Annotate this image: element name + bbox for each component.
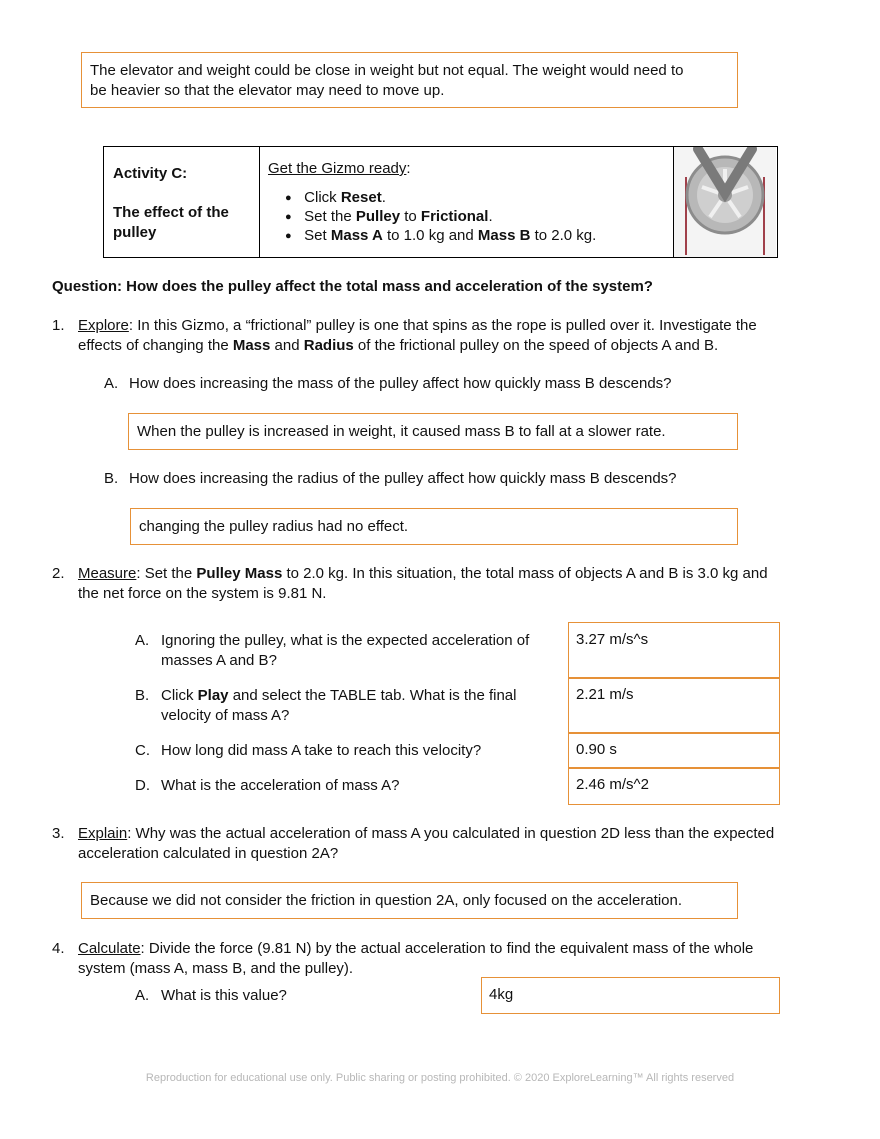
q2d-answer-box[interactable] (568, 767, 780, 805)
q1a-answer: When the pulley is increased in weight, it caused mass B to fall at a slower rate. (137, 423, 666, 440)
bullet-icon: ● (285, 211, 292, 223)
activity-title: Activity C: (113, 165, 188, 182)
q1a-letter: A. (104, 375, 119, 392)
q3-answer-box[interactable] (81, 882, 738, 919)
activity-subtitle-2: pulley (113, 224, 157, 241)
pulley-icon (674, 147, 776, 257)
q2a-letter: A. (135, 632, 150, 649)
pulley-image-cell (674, 147, 776, 257)
q2d-letter: D. (135, 777, 150, 794)
q4a-letter: A. (135, 987, 150, 1004)
bullet-icon: ● (285, 230, 292, 242)
answer-line-2: be heavier so that the elevator may need to move up. (90, 82, 445, 99)
q2b-answer: 2.21 m/s (576, 686, 634, 703)
q4a-answer: 4kg (489, 986, 514, 1003)
q2c-answer: 0.90 s (576, 741, 617, 758)
q2a-answer: 3.27 m/s^s (576, 631, 649, 648)
q1-line-2: effects of changing the Mass and Radius of the frictional pulley on the speed of objects A and B. (78, 337, 719, 354)
activity-steps-cell (260, 147, 674, 257)
q1a-answer-box[interactable] (128, 413, 738, 450)
q1a-text: How does increasing the mass of the pulley affect how quickly mass B descends? (129, 375, 672, 392)
step-pulley: ● Set the Pulley to Frictional. (285, 208, 493, 225)
q1b-answer-box[interactable] (130, 508, 738, 545)
q1b-text: How does increasing the radius of the pulley affect how quickly mass B descends? (129, 470, 677, 487)
q2-line-2: the net force on the system is 9.81 N. (78, 585, 327, 602)
q3-number: 3. (52, 825, 65, 842)
q2c-text: How long did mass A take to reach this velocity? (161, 742, 482, 759)
q4-number: 4. (52, 940, 65, 957)
q4a-text: What is this value? (161, 987, 287, 1004)
answer-box-elevator[interactable] (81, 52, 738, 108)
q3-line-1: Explain: Why was the actual acceleration of mass A you calculated in question 2D less than the expected (78, 825, 775, 842)
q2-number: 2. (52, 565, 65, 582)
q1-number: 1. (52, 317, 65, 334)
q2b-line-1: Click Play and select the TABLE tab. What is the final (161, 687, 517, 704)
q2b-letter: B. (135, 687, 150, 704)
q2b-answer-box[interactable] (568, 677, 780, 734)
activity-subtitle-1: The effect of the (113, 204, 229, 221)
q2d-text: What is the acceleration of mass A? (161, 777, 400, 794)
q1b-letter: B. (104, 470, 119, 487)
bullet-icon: ● (285, 192, 292, 204)
q3-line-2: acceleration calculated in question 2A? (78, 845, 339, 862)
question-heading: Question: How does the pulley affect the total mass and acceleration of the system? (52, 278, 653, 295)
q2c-answer-box[interactable] (568, 732, 780, 769)
q2a-answer-box[interactable] (568, 622, 780, 679)
q2-line-1: Measure: Set the Pulley Mass to 2.0 kg. In this situation, the total mass of objects A and B is 3.0 kg and (78, 565, 768, 582)
activity-title-cell (104, 147, 260, 257)
q1b-answer: changing the pulley radius had no effect. (139, 518, 409, 535)
q4a-answer-box[interactable] (481, 977, 780, 1014)
step-masses: ● Set Mass A to 1.0 kg and Mass B to 2.0 kg. (285, 227, 597, 244)
ready-heading: Get the Gizmo ready: (268, 160, 411, 177)
q2a-line-2: masses A and B? (161, 652, 277, 669)
q4-line-2: system (mass A, mass B, and the pulley). (78, 960, 354, 977)
q2c-letter: C. (135, 742, 150, 759)
q3-answer: Because we did not consider the friction in question 2A, only focused on the acceleration. (90, 892, 683, 909)
q2d-answer: 2.46 m/s^2 (576, 776, 649, 793)
q1-line-1: Explore: In this Gizmo, a “frictional” pulley is one that spins as the rope is pulled over it. Investigate the (78, 317, 757, 334)
q2b-line-2: velocity of mass A? (161, 707, 290, 724)
q4-line-1: Calculate: Divide the force (9.81 N) by the actual acceleration to find the equivalent mass of the whole (78, 940, 754, 957)
answer-line-1: The elevator and weight could be close in weight but not equal. The weight would need to (90, 62, 684, 79)
footer-copyright: Reproduction for educational use only. Public sharing or posting prohibited. © 2020 ExploreLearning™ All rights reserved (145, 1072, 735, 1084)
q2a-line-1: Ignoring the pulley, what is the expected acceleration of (161, 632, 530, 649)
activity-table (103, 146, 778, 258)
step-reset: ● Click Reset. (285, 189, 386, 206)
